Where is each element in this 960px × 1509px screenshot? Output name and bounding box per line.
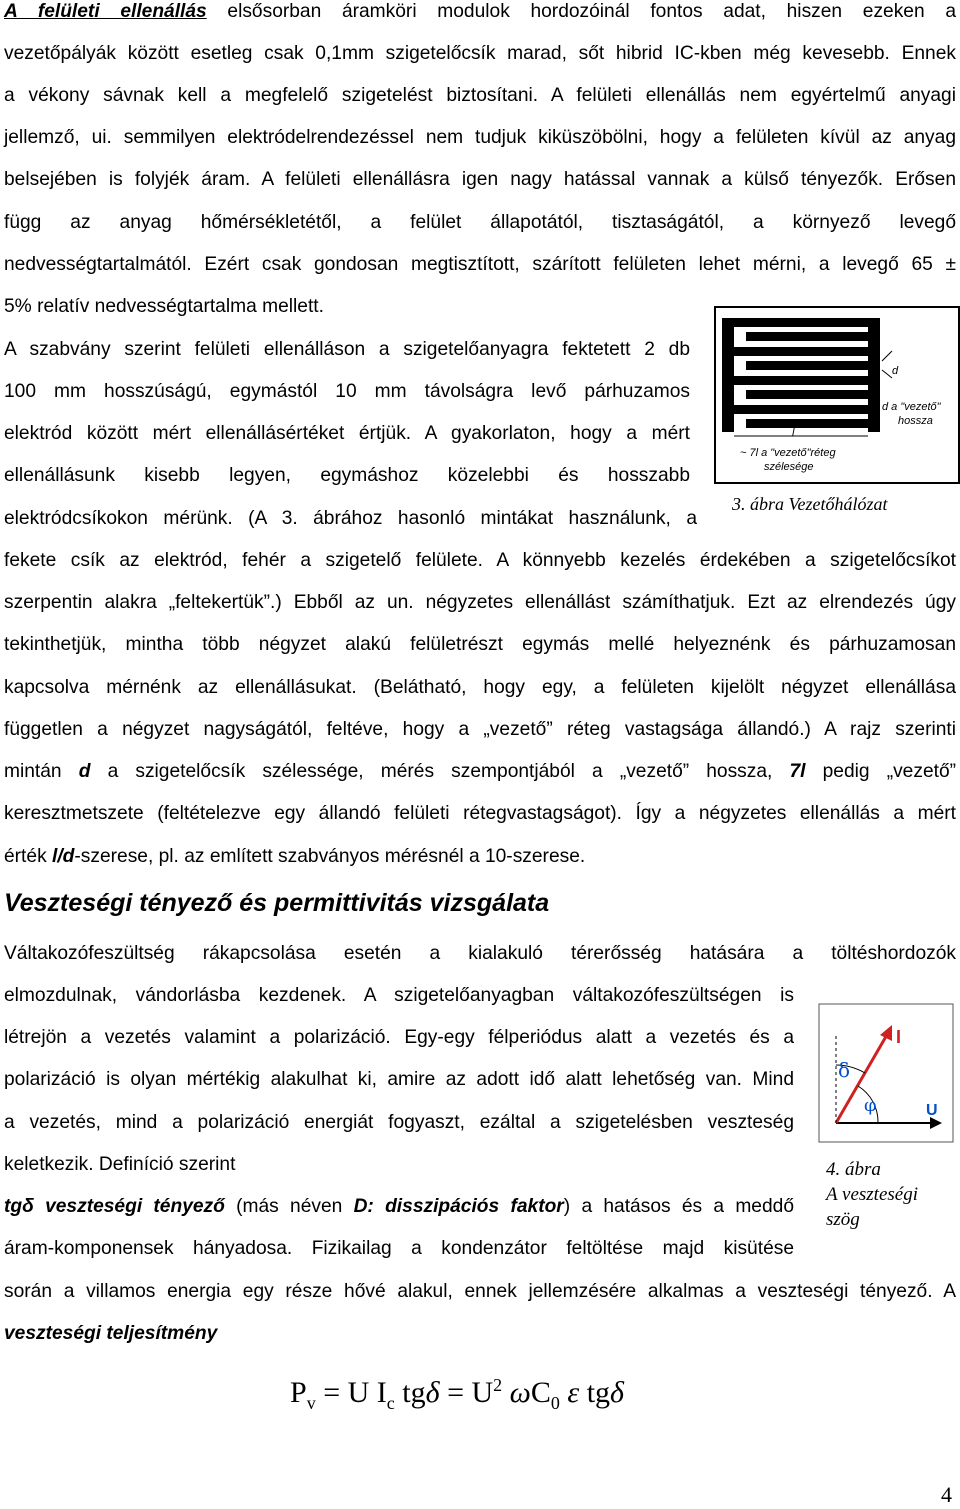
- text-line: során a villamos energia egy része hővé alakul, ennek jellemzésére alkalmas a veszteségi tényező. A: [4, 1281, 956, 1302]
- label-d-description: d a "vezető": [882, 401, 941, 413]
- figure-4-caption: szög: [826, 1209, 860, 1230]
- text-line: a vezetés, mind a polarizáció energiát fogyaszt, ezáltal a szigetelésben veszteség: [4, 1112, 794, 1133]
- text-line: polarizáció is olyan mértékig alakulhat ki, amire az adott idő alatt lehetőség van. Mind: [4, 1069, 794, 1090]
- text-line: keletkezik. Definíció szerint: [4, 1154, 236, 1175]
- text-line: létrejön a vezetés valamint a polarizáció. Egy-egy félperiódus alatt a vezetés és a: [4, 1027, 794, 1048]
- text-line: függ az anyag hőmérsékletétől, a felület állapotától, tisztaságától, a környező levegő: [4, 212, 956, 233]
- figure-3-caption: 3. ábra Vezetőhálózat: [732, 494, 888, 514]
- left-electrode-spine: [722, 318, 734, 432]
- text-line: A szabvány szerint felületi ellenálláson a szigetelőanyagra fektetett 2 db: [4, 339, 690, 360]
- text-line: keresztmetszete (feltételezve egy állandó felületi rétegvastagságot). Így a négyzetes ellenállás a mért: [4, 803, 956, 824]
- text-line: nedvességtartalmától. Ezért csak gondosan megtisztított, szárított felületen lehet mérni, a levegő 65 ±: [4, 254, 956, 275]
- label-d: d: [892, 365, 899, 377]
- label-7l: ~ 7l a "vezető"réteg: [740, 447, 836, 459]
- text-line: A felületi ellenállás elsősorban áramköri modulok hordozóinál fontos adat, hiszen ezeken a: [4, 1, 956, 22]
- figure-4-caption: A veszteségi: [826, 1184, 918, 1205]
- text-line: mintán d a szigetelőcsík szélessége, mérés szempontjából a „vezető” hossza, 7l pedig „vezető”: [4, 761, 957, 782]
- text-line: érték l/d-szerese, pl. az említett szabványos mérésnél a 10-szerese.: [4, 846, 586, 867]
- figure-3-electrode-pattern: [714, 306, 960, 484]
- section-heading: Veszteségi tényező és permittivitás vizsgálata: [4, 889, 550, 917]
- loss-power-formula: $P_v = U$ $I_c$ $tg\delta = U^2$ $\omega C_0$ ε tgδ: [290, 1375, 624, 1413]
- text-line: fekete csík az elektród, fehér a szigetelő felülete. A könnyebb kezelés érdekében a szigetelőcsíkot: [4, 550, 956, 571]
- text-line: tgδ veszteségi tényező (más néven D: disszipációs faktor) a hatásos és a meddő: [4, 1196, 794, 1217]
- page-number: 4: [941, 1482, 952, 1507]
- text-line: jellemző, ui. semmilyen elektródelrendezéssel nem tudjuk kiküszöbölni, hogy a felületen kívül az anyag: [4, 127, 956, 148]
- text-line: elektród között mért ellenállásértéket értjük. A gyakorlaton, hogy a mért: [4, 423, 690, 444]
- label-delta: δ: [838, 1058, 851, 1082]
- figure-4-caption: 4. ábra: [826, 1159, 881, 1180]
- text-line: szerpentin alakra „feltekertük”.) Ebből az un. négyzetes ellenállást számíthatjuk. Ezt az elrendezés úgy: [4, 592, 956, 613]
- text-line: áram-komponensek hányadosa. Fizikailag a kondenzátor feltöltése majd kisütése: [4, 1238, 794, 1259]
- figure-4-loss-angle: [818, 1003, 954, 1143]
- text-line: független a négyzet nagyságától, feltéve, hogy a „vezető” réteg vastagsága állandó.) A rajz szerinti: [4, 719, 956, 740]
- text-line: tekinthetjük, mintha több négyzet alakú felületrészt egymás mellé helyeznénk és párhuzamosan: [4, 634, 956, 655]
- label-7l: szélesége: [764, 461, 814, 473]
- text-line: vezetőpályák között esetleg csak 0,1mm szigetelőcsík marad, sőt hibrid IC-kben még kevesebb. Ennek: [4, 43, 956, 64]
- label-current-I: I: [896, 1027, 902, 1047]
- label-d-description: hossza: [898, 415, 933, 427]
- label-phi: φ: [864, 1095, 877, 1116]
- text-line: kapcsolva mérnénk az ellenállásukat. (Belátható, hogy egy, a felületen kijelölt négyzet ellenállása: [4, 677, 956, 698]
- text-line: veszteségi teljesítmény: [4, 1323, 218, 1344]
- text-line: elektródcsíkokon mérünk. (A 3. ábrához hasonló mintákat használunk, a: [4, 508, 697, 529]
- text-line: elmozdulnak, vándorlásba kezdenek. A szigetelőanyagban váltakozófeszültségen is: [4, 985, 794, 1006]
- text-line: Váltakozófeszültség rákapcsolása esetén a kialakuló térerősség hatására a töltéshordozók: [4, 943, 956, 964]
- label-l: l: [792, 427, 795, 439]
- term-surface-resistance: A felületi ellenállás: [4, 1, 207, 22]
- label-voltage-U: U: [926, 1102, 938, 1119]
- text-line: a vékony sávnak kell a megfelelő szigetelést biztosítani. A felületi ellenállás nem egyértelmű anyagi: [4, 85, 956, 106]
- text-line: 100 mm hosszúságú, egymástól 10 mm távolságra levő párhuzamos: [4, 381, 690, 402]
- text-line: ellenállásunk kisebb legyen, egymáshoz közelebbi és hosszabb: [4, 465, 690, 486]
- text-line: belsejében is folyjék áram. A felületi ellenállásra igen nagy hatással vannak a külső tényezők. Erősen: [4, 169, 956, 190]
- text-line: 5% relatív nedvességtartalma mellett.: [4, 296, 324, 317]
